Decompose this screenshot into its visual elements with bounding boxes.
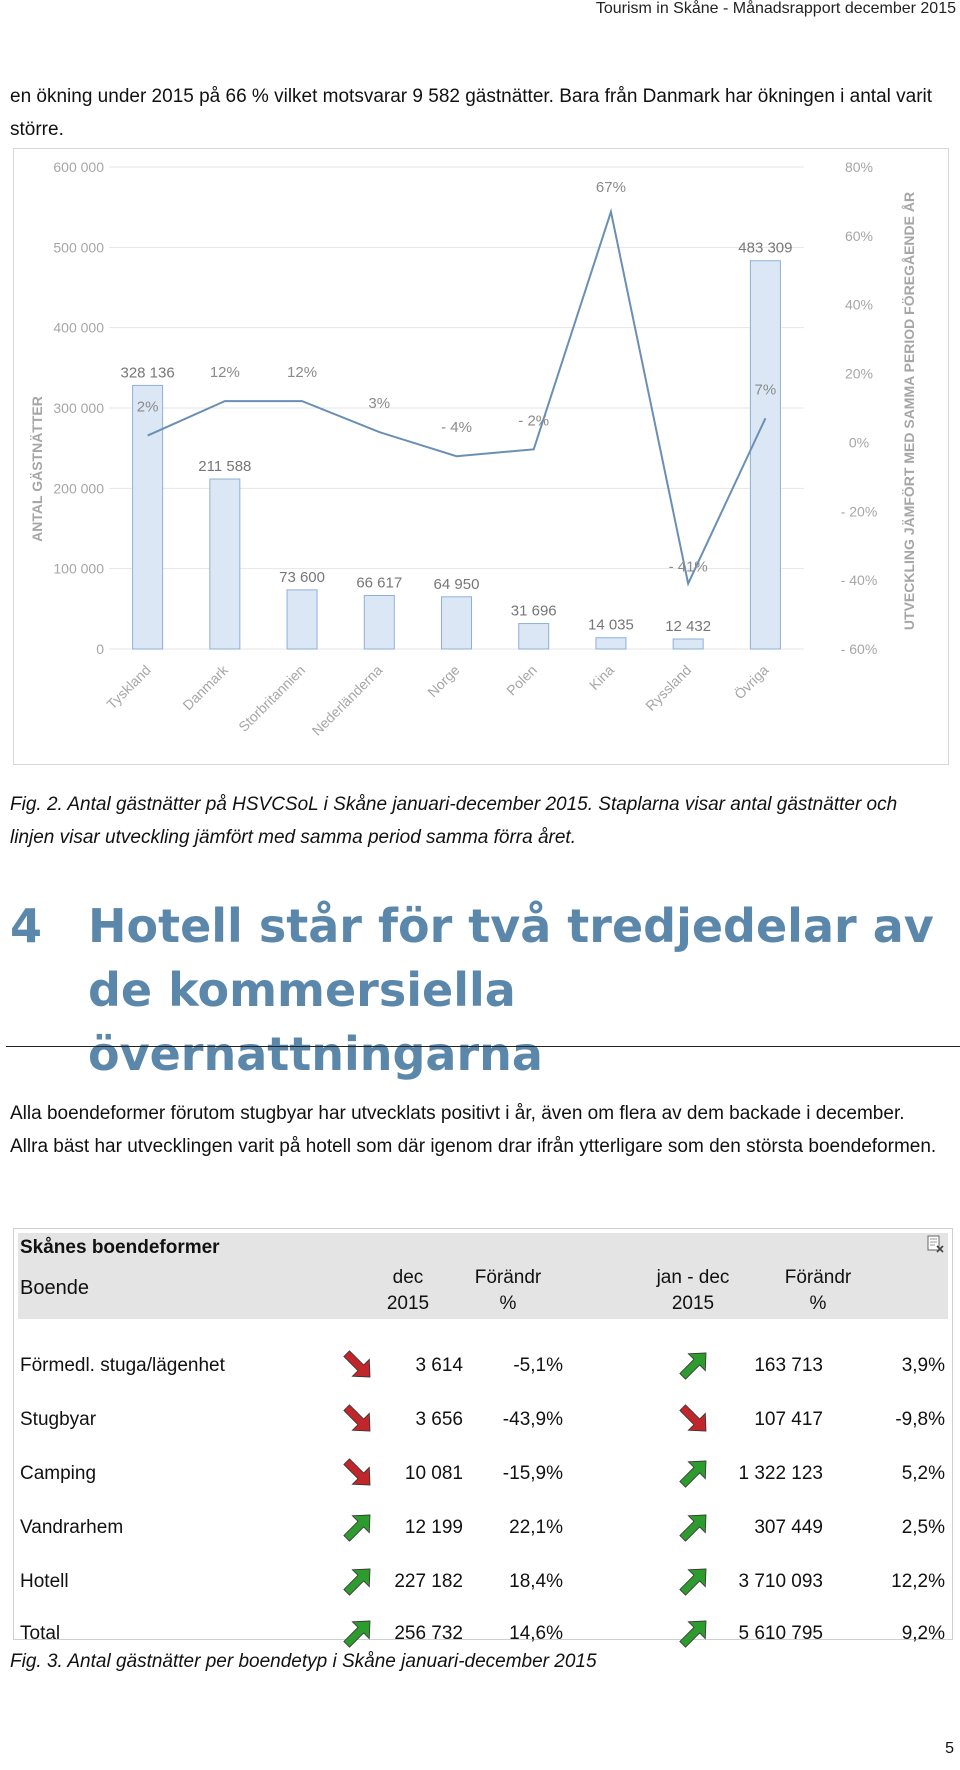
row-name: Vandrarhem [20,1517,124,1538]
page-number: 5 [945,1740,954,1757]
line-point-label: - 4% [441,419,472,437]
row-year-change: -9,8% [895,1409,945,1430]
row-year-change: 3,9% [901,1355,945,1376]
row-year: 107 417 [754,1409,823,1430]
y2-tick-label: 80% [844,159,874,175]
chart-svg [14,149,948,764]
bar-ryssland [673,639,703,649]
y-tick-label: 400 000 [53,319,104,336]
fig2-caption: Fig. 2. Antal gästnätter på HSVCSoL i Skåne januari-december 2015. Staplarna visar antal gästnätter och linjen visar utveckling jämfört med samma period samma förra året. [10,794,898,848]
row-name: Hotell [20,1571,69,1592]
line-point-label: - 41% [668,558,708,576]
chart-guest-nights-by-country [13,148,949,765]
bar-value-label: 12 432 [665,618,712,636]
table-header-row [18,1263,948,1319]
table-row [18,1393,948,1447]
category-label: Storbritannien [235,661,309,735]
bar-value-label: 64 950 [433,575,480,593]
category-label: Kina [585,661,618,693]
y-tick-label: 200 000 [53,480,104,497]
bar-danmark [210,479,240,649]
y2-tick-label: 20% [844,365,874,382]
row-name: Förmedl. stuga/lägenhet [20,1355,225,1376]
row-year-change: 2,5% [901,1517,945,1538]
line-point-label: - 2% [518,412,550,430]
y2-axis-title: UTVECKLING JÄMFÖRT MED SAMMA PERIOD FÖREGÅENDE ÅR [901,191,917,631]
row-dec: 10 081 [404,1463,463,1484]
header-boende: Boende [20,1277,89,1299]
category-label: Ryssland [642,661,695,714]
running-header: Tourism in Skåne - Månadsrapport december 2015 [595,0,956,17]
bar-value-label: 66 617 [356,574,403,592]
category-label: Danmark [179,661,231,714]
row-dec: 12 199 [404,1517,463,1538]
row-year: 3 710 093 [738,1571,823,1592]
accommodation-table [13,1228,953,1644]
y2-tick-label: - 20% [840,503,878,520]
row-dec: 256 732 [394,1623,463,1644]
table-row [18,1447,948,1501]
header-dec-change-line1: Förändr [474,1267,542,1288]
table-title: Skånes boendeformer [18,1233,948,1263]
table-row [18,1339,948,1393]
bar-nederländerna [364,595,394,649]
category-label: Nederländerna [308,661,386,739]
header-dec [378,1265,438,1317]
row-dec-change: -43,9% [502,1409,563,1430]
bar-value-label: 14 035 [587,616,634,634]
row-name: Total [20,1623,61,1644]
y-tick-label: 300 000 [53,400,104,416]
table-row [18,1501,948,1555]
table-row-total [18,1581,948,1644]
bar-value-label: 73 600 [279,568,326,586]
bar-norge [442,597,472,649]
body-paragraph: Alla boendeformer förutom stugbyar har utvecklats positivt i år, även om flera av dem backade i december. Allra bäst har utvecklingen varit på hotell som där igenom drar ifrån ytterligare som den största boendeformen. [10,1103,937,1157]
section-title: Hotell står för två tredjedelar av de kommersiella övernattningarna [88,899,934,1081]
header-jan-dec-line1: jan - dec [656,1267,730,1288]
category-label: Tyskland [103,661,154,713]
bar-value-label: 31 696 [510,602,557,620]
header-dec-change-line2: % [499,1293,517,1314]
row-year: 163 713 [754,1355,823,1376]
bar-value-label: 211 588 [198,458,252,476]
line-point-label: 7% [754,381,777,399]
line-point-label: 12% [209,364,240,382]
row-year: 1 322 123 [738,1463,823,1484]
line-point-label: 12% [287,364,318,382]
bar-kina [596,638,626,649]
y2-tick-label: 40% [844,296,874,313]
line-point-label: 2% [136,398,159,416]
category-label: Övriga [731,661,772,703]
bar-polen [519,624,549,649]
header-year-change-line1: Förändr [784,1267,852,1288]
bar-storbritannien [287,590,317,649]
row-dec-change: -15,9% [502,1463,563,1484]
category-label: Norge [424,661,463,701]
bar-tyskland [133,385,163,649]
y2-tick-label: 0% [848,434,870,451]
header-year-change-line2: % [809,1293,827,1314]
y2-tick-label: 60% [844,227,874,244]
row-dec-change: 18,4% [509,1571,563,1592]
bar-övriga [750,261,780,649]
y-axis-title: ANTAL GÄSTNÄTTER [29,396,45,542]
bar-value-label: 328 136 [120,364,175,382]
row-dec: 227 182 [394,1571,463,1592]
row-dec-change: 22,1% [509,1517,563,1538]
row-dec-change: 14,6% [509,1623,563,1644]
row-year: 5 610 795 [738,1623,823,1644]
y2-tick-label: - 60% [840,641,878,657]
row-name: Camping [20,1463,97,1484]
header-year-change [773,1265,863,1317]
export-excel-icon[interactable] [926,1235,944,1258]
row-year-change: 5,2% [901,1463,945,1484]
y2-tick-label: - 40% [840,572,878,589]
row-year-change: 12,2% [891,1571,945,1592]
y-tick-label: 0 [96,641,104,657]
y-tick-label: 600 000 [53,159,104,175]
fig3-caption: Fig. 3. Antal gästnätter per boendetyp i Skåne januari-december 2015 [10,1651,597,1672]
intro-paragraph: en ökning under 2015 på 66 % vilket motsvarar 9 582 gästnätter. Bara från Danmark har ökningen i antal varit större. [10,86,933,140]
y-tick-label: 500 000 [53,239,104,256]
bar-value-label: 483 309 [738,239,793,257]
row-dec-change: -5,1% [513,1355,563,1376]
category-label: Polen [503,661,540,699]
row-year-change: 9,2% [901,1623,945,1644]
row-name: Stugbyar [20,1409,97,1430]
header-dec-change [468,1265,548,1317]
row-dec: 3 614 [415,1355,463,1376]
row-dec: 3 656 [415,1409,463,1430]
row-year: 307 449 [754,1517,823,1538]
header-dec-line2: 2015 [386,1293,430,1314]
line-point-label: 67% [595,178,626,196]
header-dec-line1: dec [392,1267,424,1288]
section-number: 4 [10,899,43,953]
header-jan-dec [643,1265,743,1317]
header-jan-dec-line2: 2015 [671,1293,715,1314]
y-tick-label: 100 000 [53,560,104,577]
section-divider [6,1046,960,1047]
line-point-label: 3% [368,395,391,413]
